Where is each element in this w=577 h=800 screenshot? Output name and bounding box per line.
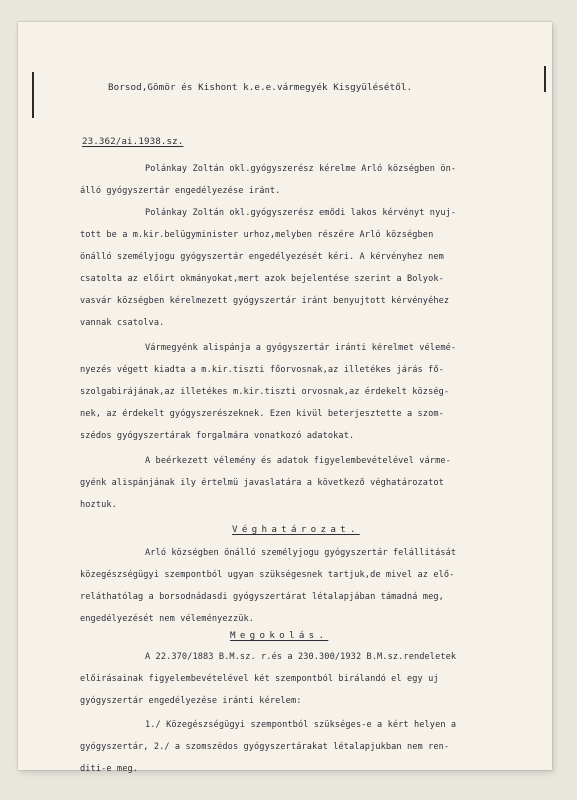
paragraph-line: engedélyezését nem véleményezzük. <box>80 614 255 624</box>
reference-number: 23.362/ai.1938.sz. <box>82 136 184 147</box>
paragraph-line: tott be a m.kir.belügyminister urhoz,melyben részére Arló községben <box>80 230 434 240</box>
paragraph-line: hoztuk. <box>80 500 117 510</box>
paragraph-line: gyógyszertár, 2./ a szomszédos gyógyszertárakat létalapjukban nem ren- <box>80 742 450 752</box>
paragraph-line: önálló személyjogu gyógyszertár engedélyezését kéri. A kérvényhez nem <box>80 252 444 262</box>
subject-line: álló gyógyszertár engedélyezése iránt. <box>80 186 281 196</box>
paragraph-line: Arló községben önálló személyjogu gyógyszertár felállitását <box>145 548 457 558</box>
paragraph-line: Polánkay Zoltán okl.gyógyszerész emődi lakos kérvényt nyuj- <box>145 208 457 218</box>
paragraph-line: Vármegyénk alispánja a gyógyszertár iránti kérelmet vélemé- <box>145 343 457 353</box>
document-text <box>18 22 552 774</box>
paragraph-line: vannak csatolva. <box>80 318 165 328</box>
paragraph-line: nek, az érdekelt gyógyszerészeknek. Ezen kivül beterjesztette a szom- <box>80 409 444 419</box>
paragraph-line: nyezés végett kiadta a m.kir.tiszti főorvosnak,az illetékes járás fő- <box>80 365 444 375</box>
paragraph-line: szédos gyógyszertárak forgalmára vonatkozó adatokat. <box>80 431 355 441</box>
section-heading: Megokolás. <box>230 630 329 641</box>
paragraph-line: csatolta az előirt okmányokat,mert azok bejelentése szerint a Bolyok- <box>80 274 444 284</box>
document-page <box>18 22 552 774</box>
paragraph-line: reláthatólag a borsodnádasdi gyógyszertárat létalapjában támadná meg, <box>80 592 444 602</box>
paragraph-line: diti-e meg. <box>80 764 139 774</box>
paragraph-line: 1./ Közegészségügyi szempontból szükséges-e a kért helyen a <box>145 720 457 730</box>
document-header: Borsod,Gömör és Kishont k.e.e.vármegyék Kisgyülésétől. <box>108 82 413 93</box>
paragraph-line: A beérkezett vélemény és adatok figyelembevételével várme- <box>145 456 451 466</box>
section-heading: Véghatározat. <box>232 524 360 535</box>
paragraph-line: gyénk alispánjának ily értelmü javaslatára a következő véghatározatot <box>80 478 444 488</box>
paragraph-line: előirásainak figyelembevételével két szempontból birálandó el egy uj <box>80 674 439 684</box>
subject-line: Polánkay Zoltán okl.gyógyszerész kérelme Arló községben ön- <box>145 164 457 174</box>
paragraph-line: vasvár községben kérelmezett gyógyszertár iránt benyujtott kérvényéhez <box>80 296 450 306</box>
paragraph-line: A 22.370/1883 B.M.sz. r.és a 230.300/1932 B.M.sz.rendeletek <box>145 652 457 662</box>
paragraph-line: gyógyszertár engedélyezése iránti kérelem: <box>80 696 302 706</box>
paragraph-line: szolgabirájának,az illetékes m.kir.tiszti orvosnak,az érdekelt község- <box>80 387 450 397</box>
paragraph-line: közegészségügyi szempontból ugyan szükségesnek tartjuk,de mivel az elő- <box>80 570 455 580</box>
